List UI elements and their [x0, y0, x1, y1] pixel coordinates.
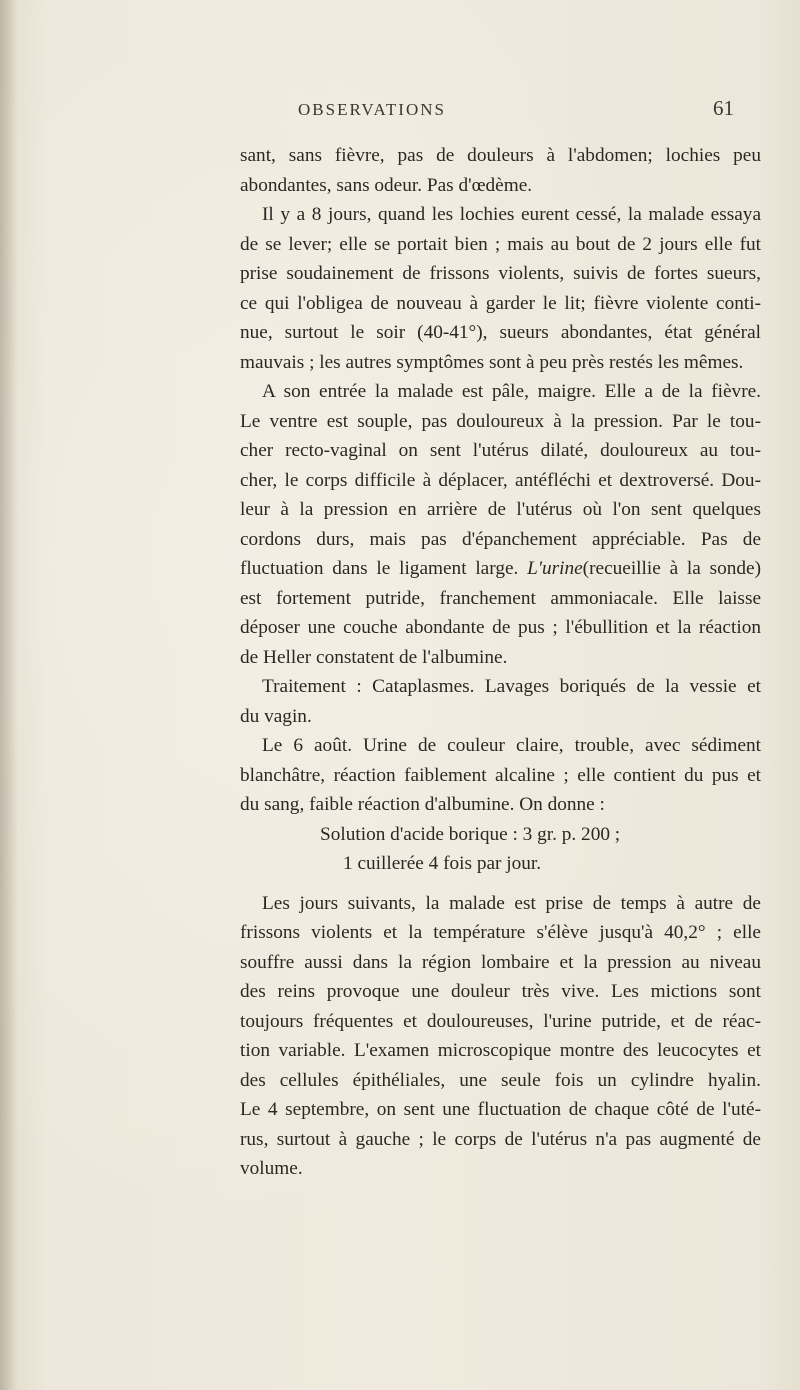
text-line: Le ventre est souple, pas douloureux à la pression. Par le tou-: [240, 410, 761, 432]
text-line: des reins provoque une douleur très vive. Les mictions sont: [240, 981, 761, 1002]
italic-term: L'urine: [527, 558, 583, 579]
text-line: Les jours suivants, la malade est prise de temps à autre de: [262, 892, 761, 914]
text-line: prise soudainement de frissons violents, suivis de fortes sueurs,: [240, 263, 761, 284]
text-line: tion variable. L'examen microscopique montre des leucocytes et: [240, 1040, 761, 1061]
text-line: nue, surtout le soir (40-41°), sueurs abondantes, état général: [240, 322, 761, 343]
text-line: volume.: [240, 1158, 303, 1179]
text-line: abondantes, sans odeur. Pas d'œdème.: [240, 174, 533, 196]
binding-shadow: [0, 0, 18, 1390]
body-text: [240, 141, 761, 1184]
text-line: du sang, faible réaction d'albumine. On donne :: [240, 794, 605, 815]
text-line: est fortement putride, franchement ammoniacale. Elle laisse: [240, 587, 761, 609]
text-line: Le 4 septembre, on sent une fluctuation de chaque côté de l'uté-: [240, 1099, 761, 1120]
text-line: toujours fréquentes et douloureuses, l'urine putride, et de réac-: [240, 1010, 761, 1032]
text-line: de Heller constatent de l'albumine.: [240, 646, 508, 668]
text-line: cordons durs, mais pas d'épanchement appréciable. Pas de: [240, 528, 761, 550]
text-line: mauvais ; les autres symptômes sont à peu près restés les mêmes.: [240, 351, 744, 373]
text-fragment: fluctuation dans le ligament large.: [240, 558, 519, 579]
text-line: souffre aussi dans la région lombaire et la pression au niveau: [240, 951, 761, 973]
text-line: Il y a 8 jours, quand les lochies eurent cessé, la malade essaya: [262, 204, 761, 225]
paragraph-gap: [240, 879, 761, 889]
text-line: blanchâtre, réaction faiblement alcaline ; elle contient du pus et: [240, 764, 761, 786]
text-line: ce qui l'obligea de nouveau à garder le lit; fièvre violente conti-: [240, 292, 761, 314]
text-line: cher recto-vaginal on sent l'utérus dilaté, douloureux au tou-: [240, 440, 761, 461]
running-head: OBSERVATIONS: [298, 100, 446, 119]
page-header: [0, 96, 800, 140]
text-line: rus, surtout à gauche ; le corps de l'utérus n'a pas augmenté de: [240, 1128, 761, 1150]
text-line: [240, 554, 761, 584]
text-line: du vagin.: [240, 705, 312, 727]
text-line: cher, le corps difficile à déplacer, antéfléchi et dextroversé. Dou-: [240, 469, 761, 491]
text-line: sant, sans fièvre, pas de douleurs à l'abdomen; lochies peu: [240, 145, 761, 166]
prescription-line: Solution d'acide borique : 3 gr. p. 200 ;: [320, 823, 621, 845]
prescription-line: 1 cuillerée 4 fois par jour.: [343, 853, 542, 874]
text-line: leur à la pression en arrière de l'utérus où l'on sent quelques: [240, 499, 761, 520]
text-line: frissons violents et la température s'élève jusqu'à 40,2° ; elle: [240, 922, 761, 943]
text-line: Le 6 août. Urine de couleur claire, trouble, avec sédiment: [262, 735, 761, 756]
text-line: Traitement : Cataplasmes. Lavages boriqués de la vessie et: [262, 676, 761, 697]
text-line: déposer une couche abondante de pus ; l'ébullition et la réaction: [240, 617, 761, 638]
text-line: A son entrée la malade est pâle, maigre. Elle a de la fièvre.: [262, 381, 761, 402]
text-line: des cellules épithéliales, une seule fois un cylindre hyalin.: [240, 1069, 761, 1091]
text-fragment: (recueillie à la sonde): [582, 558, 761, 579]
text-line: de se lever; elle se portait bien ; mais au bout de 2 jours elle fut: [240, 233, 761, 255]
page-number: 61: [713, 96, 734, 120]
